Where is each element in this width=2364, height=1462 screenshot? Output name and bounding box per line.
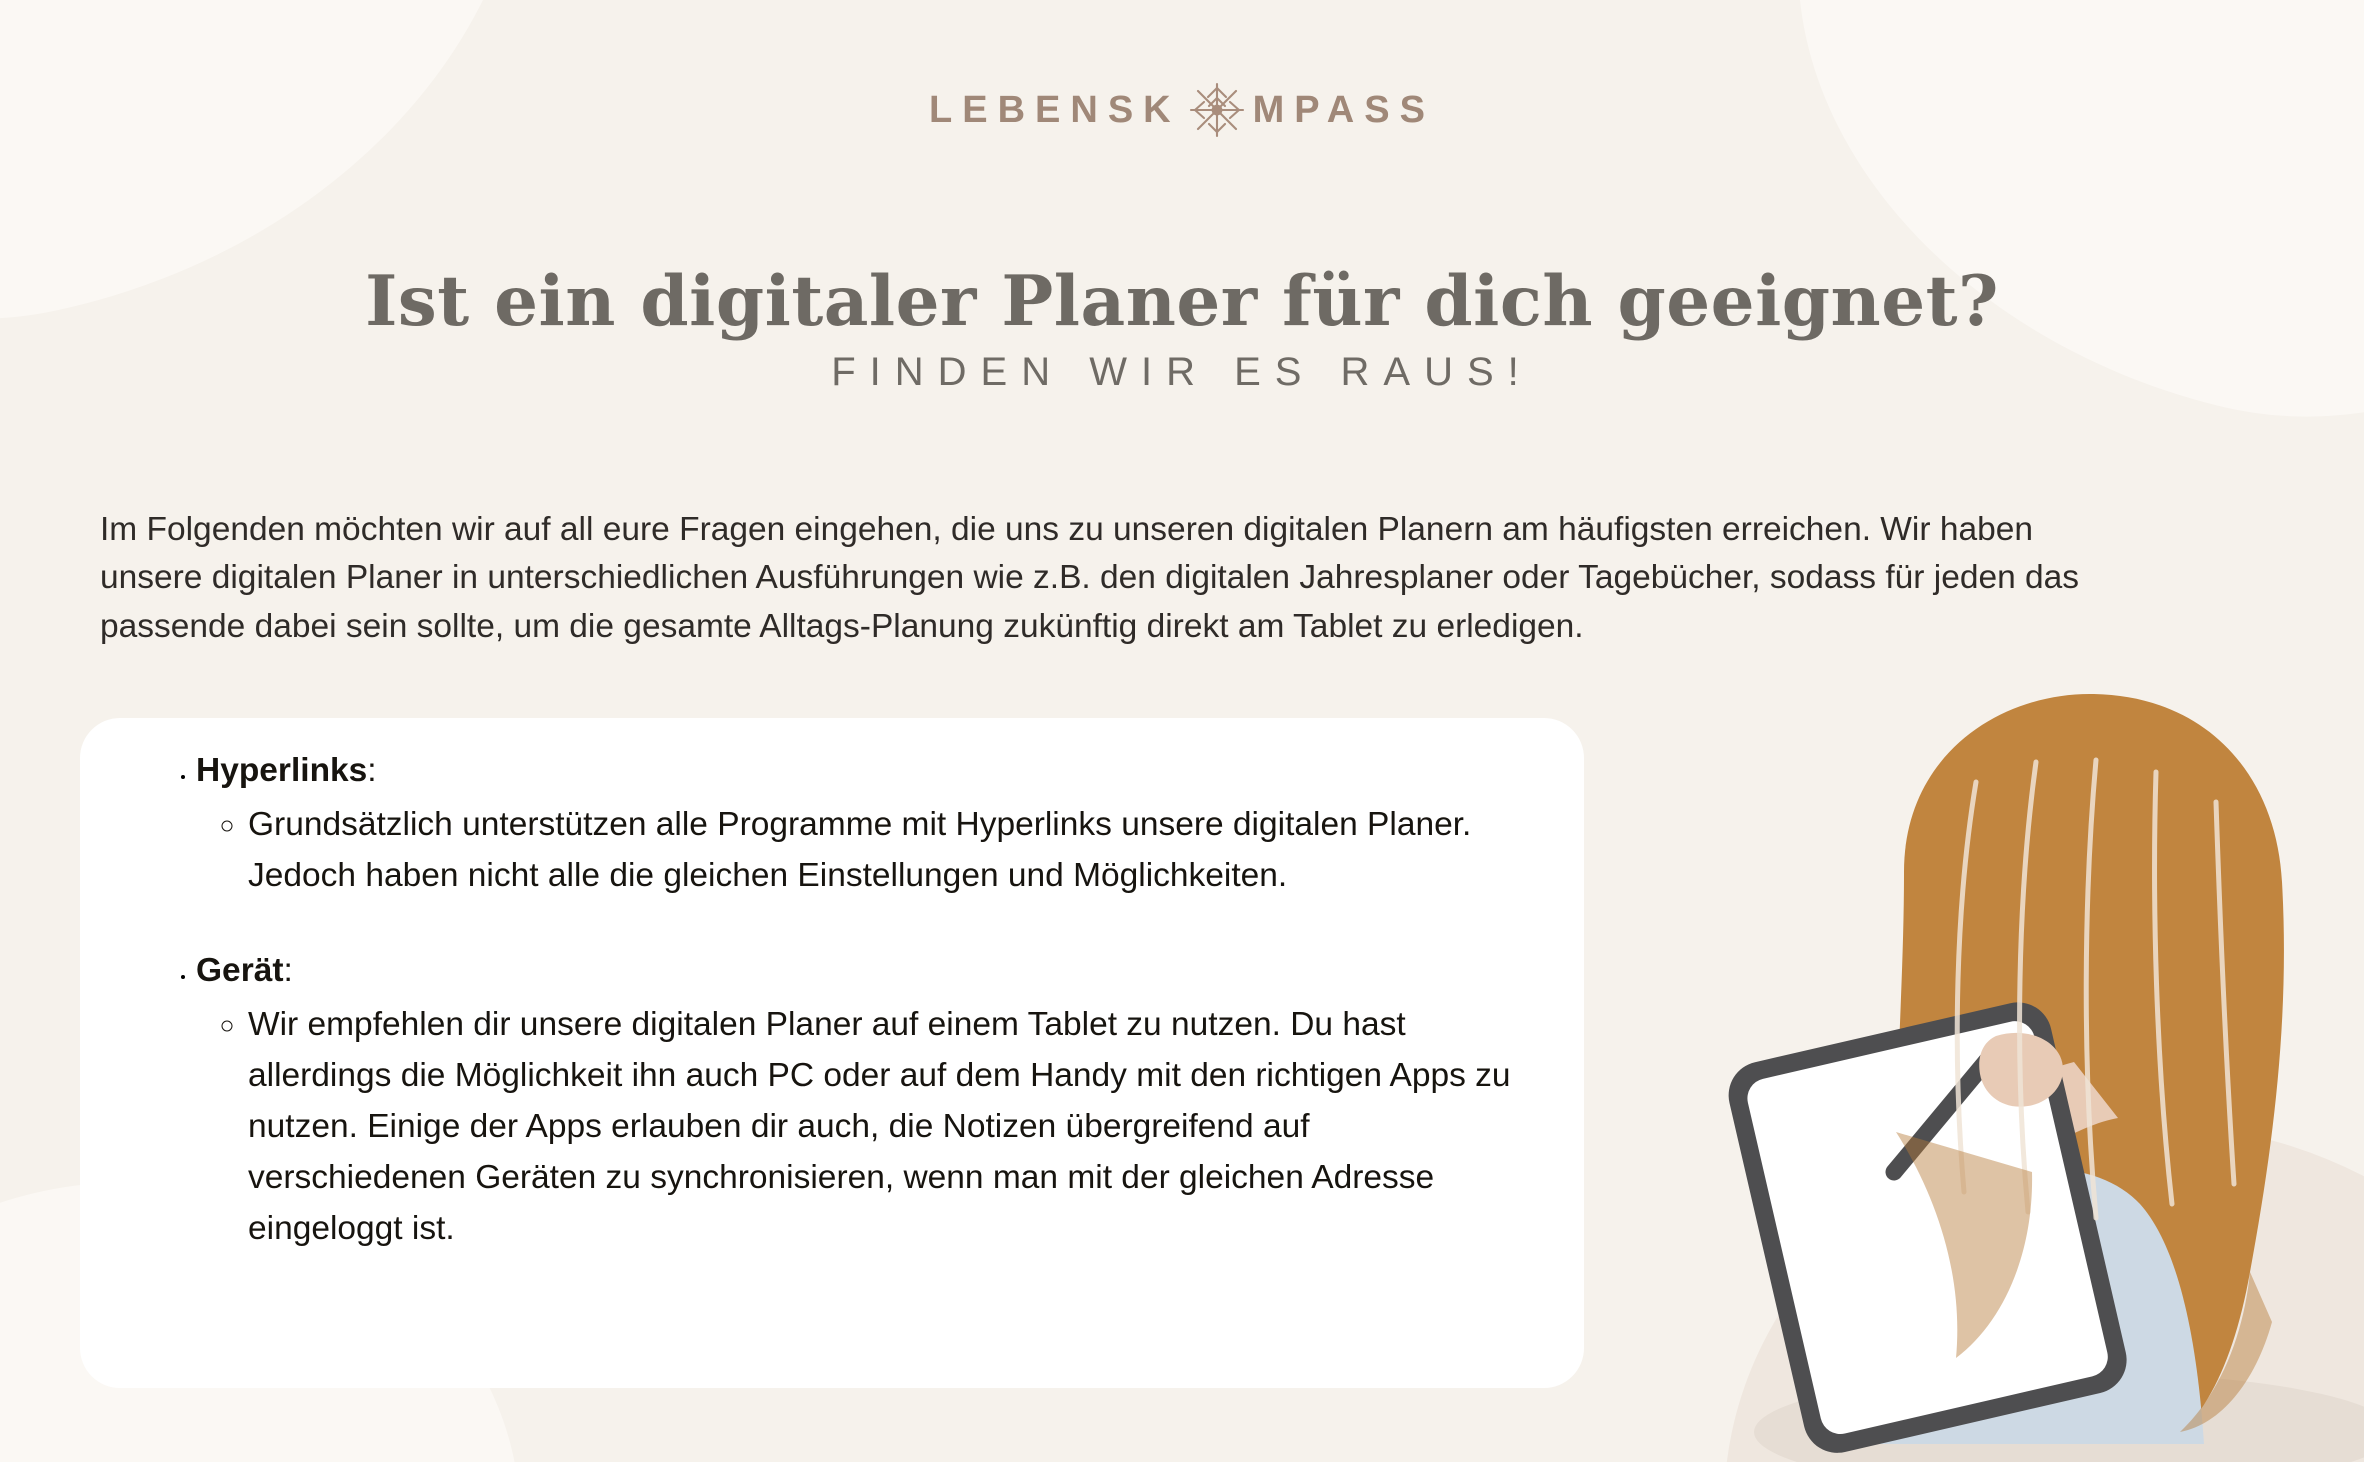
faq-detail: ◦ Grundsätzlich unterstützen alle Programme mit Hyperlinks unsere digitalen Planer. Jedoch haben nicht alle die gleichen Einstellungen und Möglichkeiten. — [248, 800, 1524, 902]
page-subtitle: FINDEN WIR ES RAUS! — [831, 350, 1533, 394]
faq-list — [138, 746, 1524, 1255]
brand-logo — [0, 78, 2364, 142]
decorative-blob-top-right — [1711, 0, 2364, 497]
brand-name-left: LEBENSK — [929, 88, 1181, 131]
page-title: Ist ein digitaler Planer für dich geeignet? — [365, 261, 1999, 343]
faq-detail: ◦ Wir empfehlen dir unsere digitalen Planer auf einem Tablet zu nutzen. Du hast allerdings die Möglichkeit ihn auch PC oder auf dem Handy mit den richtigen Apps zu nutzen. Einige der Apps erlauben dir auch, die Notizen übergreifend auf verschiedenen Geräten zu synchronisieren, wenn man mit der gleichen Adresse eingeloggt ist. — [248, 1000, 1524, 1255]
list-spacer — [196, 908, 1524, 946]
faq-term-label: Hyperlinks — [196, 752, 368, 789]
intro-paragraph: Im Folgenden möchten wir auf all eure Fragen eingehen, die uns zu unseren digitalen Planern am häufigsten erreichen. Wir haben unsere digitalen Planer in unterschiedlichen Ausführungen wie z.B. den digitalen Jahresplaner oder Tagebücher, sodass für jeden das passende dabei sein sollte, um die gesamte Alltags-Planung zukünftig direkt am Tablet zu erledigen. — [100, 510, 2080, 645]
faq-card — [80, 718, 1584, 1388]
woman-with-tablet-illustration — [1604, 632, 2364, 1462]
faq-term-separator: : — [367, 752, 377, 789]
brand-name-right: MPASS — [1252, 88, 1435, 131]
compass-tree-icon — [1185, 78, 1249, 142]
faq-item — [196, 946, 1524, 1255]
faq-term-label: Gerät — [196, 952, 284, 990]
faq-detail-list — [196, 1000, 1524, 1255]
faq-term — [196, 746, 1524, 796]
faq-detail-list — [196, 800, 1524, 902]
faq-item — [196, 746, 1524, 902]
faq-term-separator: : — [283, 952, 293, 990]
faq-term — [196, 946, 1524, 996]
